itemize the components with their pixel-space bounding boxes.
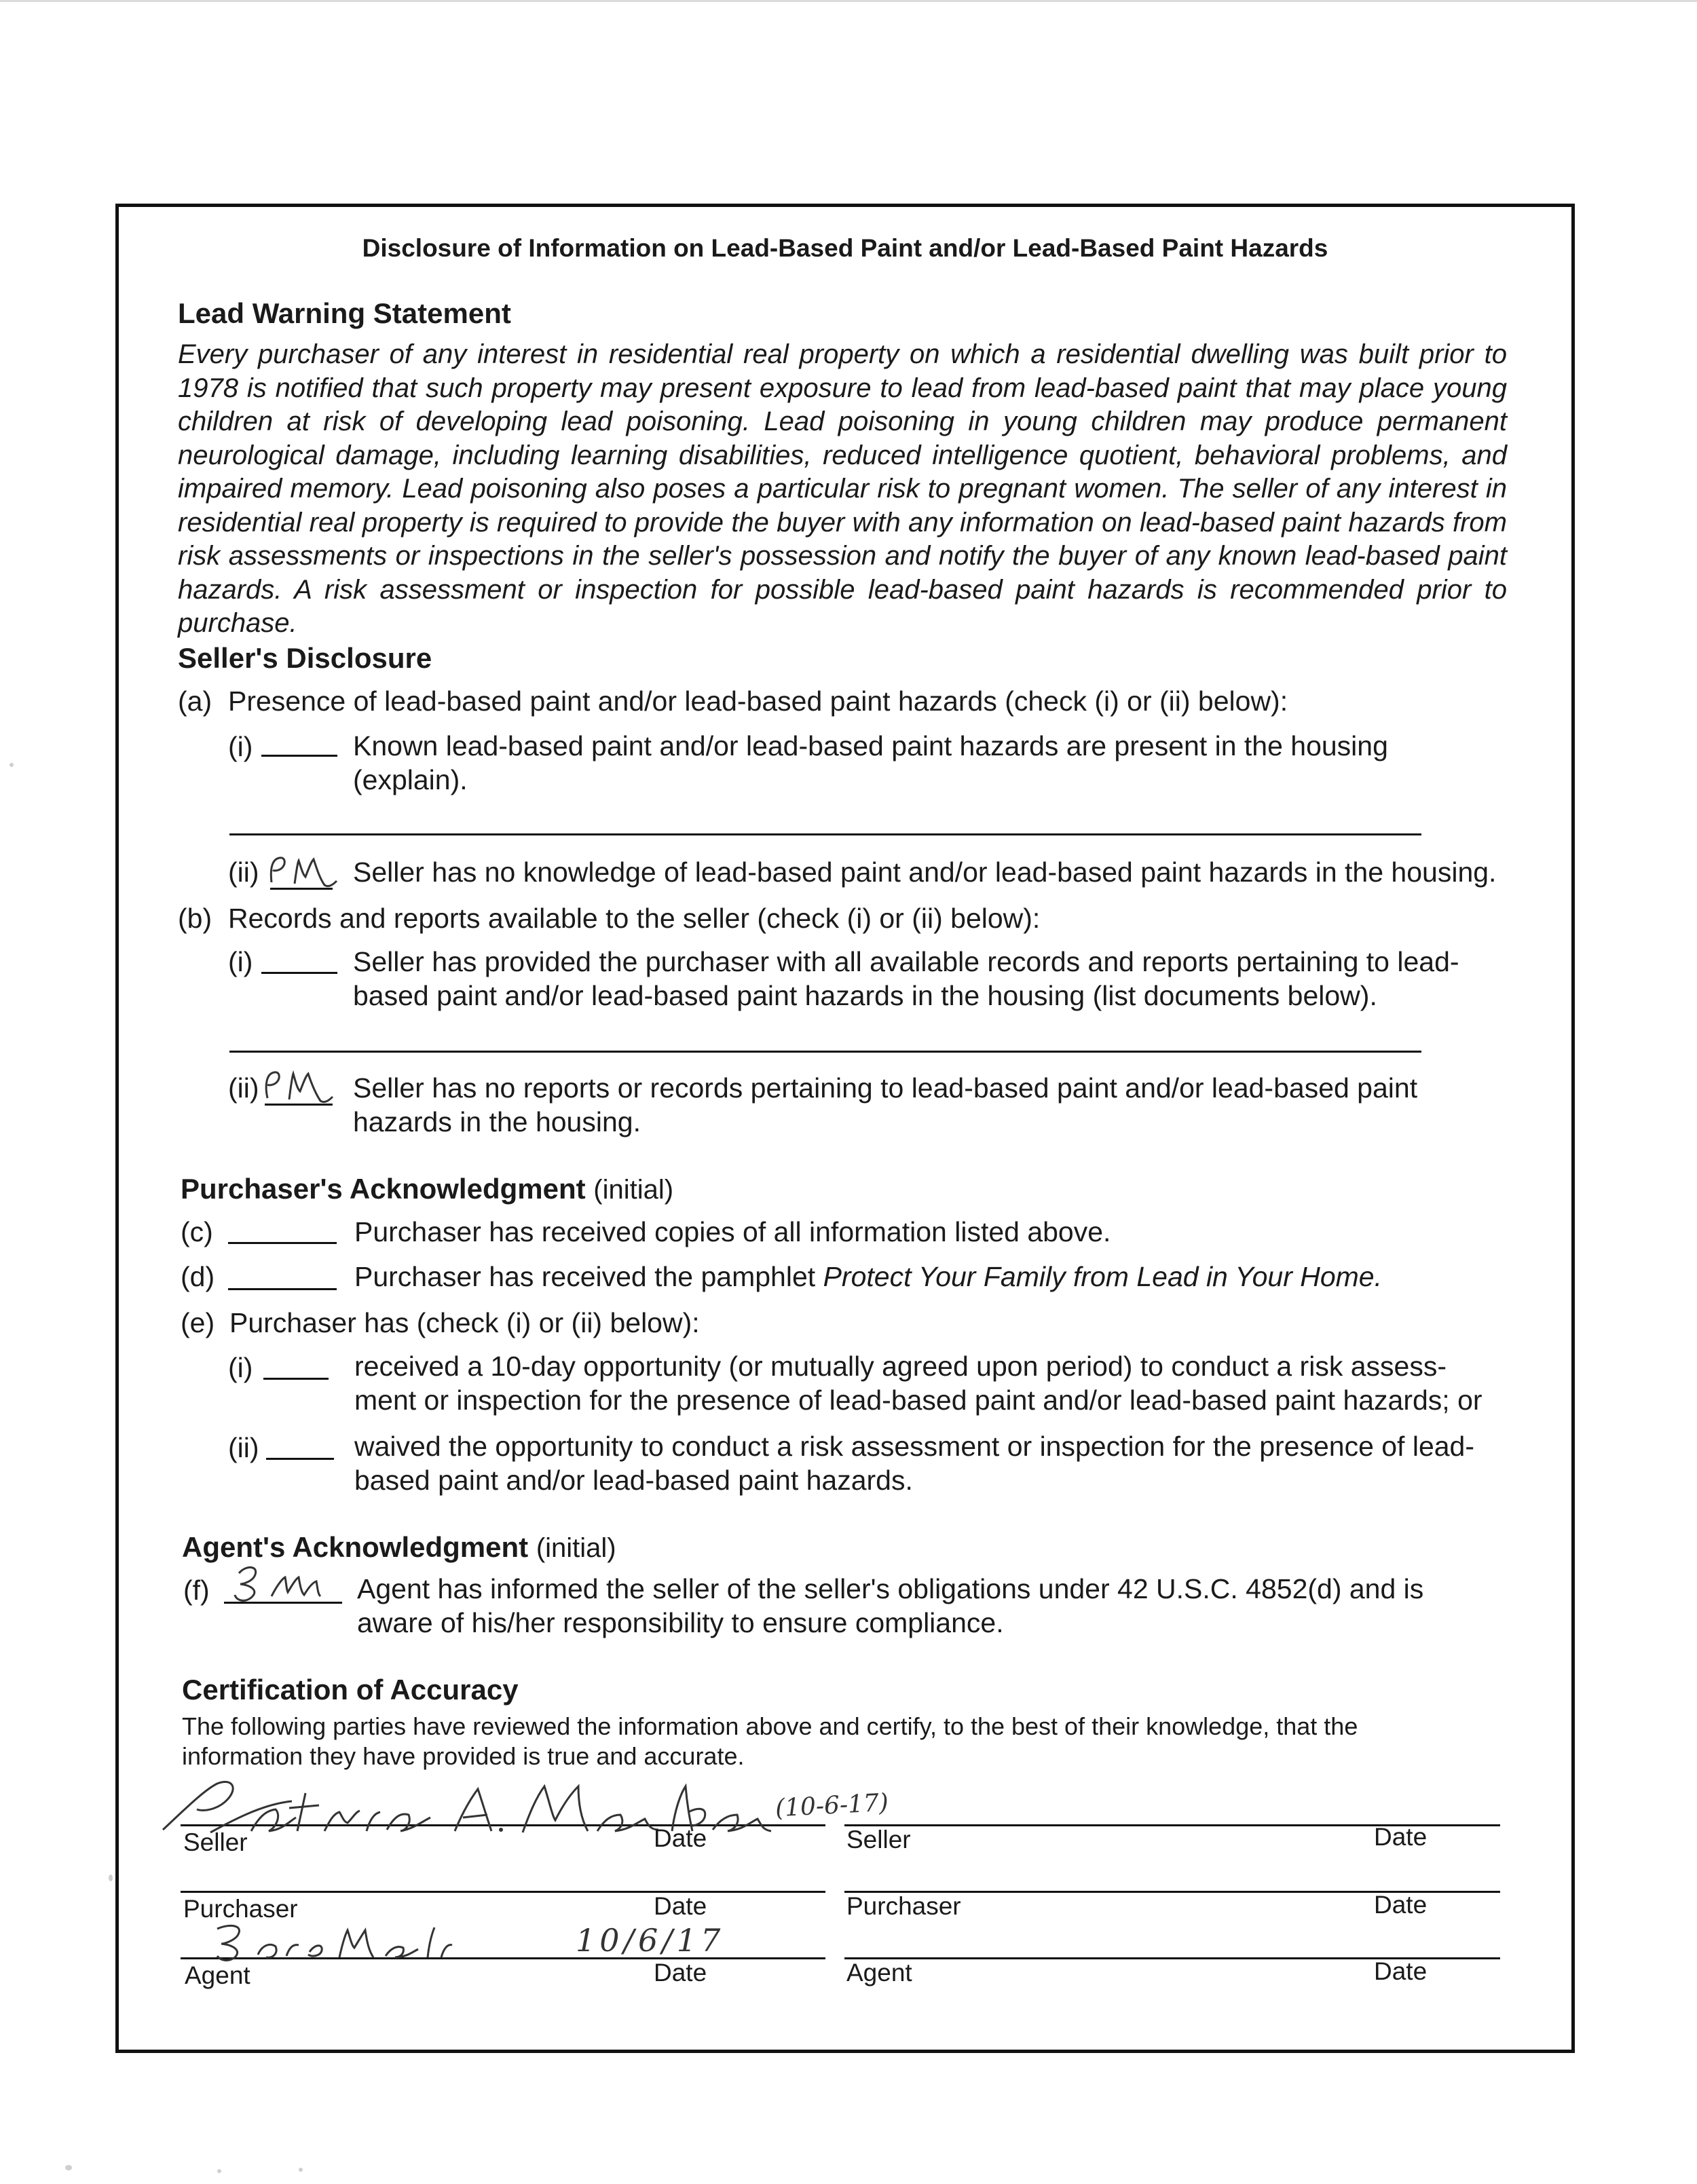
item-d-marker: (d) (181, 1261, 215, 1292)
item-a-text: Presence of lead-based paint and/or lead-based paint hazards (check (i) or (ii) below): (228, 685, 1288, 717)
item-c-blank[interactable] (228, 1242, 337, 1244)
explain-line[interactable] (229, 833, 1421, 835)
seller-2-label: Seller (846, 1826, 911, 1853)
agent-ack-note: (initial) (536, 1533, 616, 1563)
item-a-ii-text: Seller has no knowledge of lead-based paint and/or lead-based paint hazards in the housing. (353, 856, 1497, 888)
item-f-text: Agent has informed the seller of the seller's obligations under 42 U.S.C. 4852(d) and is aware of his/her responsibility to ensure compliance. (357, 1573, 1424, 1638)
agent-1-label: Agent (185, 1961, 250, 1989)
lead-warning-heading: Lead Warning Statement (178, 297, 511, 329)
item-b-i-text: Seller has provided the purchaser with all available records and reports pertaining to lead-based paint and/or lead-based paint hazards in the housing (list documents below). (353, 946, 1459, 1011)
scan-speck (109, 1875, 113, 1881)
seller-1-date-label: Date (654, 1824, 707, 1852)
seller-disclosure-heading: Seller's Disclosure (178, 642, 432, 674)
purchaser-ack-heading-row (181, 1173, 673, 1205)
item-a-i-marker: (i) (228, 731, 253, 762)
scan-speck (217, 2169, 221, 2173)
item-d-blank[interactable] (228, 1288, 337, 1290)
item-e-i-text: received a 10-day opportunity (or mutually agreed upon period) to conduct a risk assess-ment or inspection for the presence of lead-based paint and/or lead-based paint hazards; or (354, 1351, 1482, 1416)
purchaser-2-date-label: Date (1374, 1891, 1428, 1919)
scan-edge-line (0, 0, 1697, 2)
agent-ack-heading: Agent's Acknowledgment (182, 1531, 529, 1563)
seller-2-date-label: Date (1374, 1823, 1428, 1851)
item-b-i-blank[interactable] (261, 972, 337, 974)
agent-2-label: Agent (846, 1959, 912, 1987)
item-a-marker: (a) (178, 685, 212, 717)
purchaser-2-label: Purchaser (846, 1892, 961, 1920)
scan-speck (299, 2168, 303, 2172)
item-a-i-text: Known lead-based paint and/or lead-based paint hazards are present in the housing (explain). (353, 730, 1388, 795)
form-title: Disclosure of Information on Lead-Based Paint and/or Lead-Based Paint Hazards (362, 234, 1328, 262)
item-d-pamphlet: Protect Your Family from Lead in Your Home. (823, 1261, 1383, 1292)
certification-heading: Certification of Accuracy (182, 1674, 519, 1706)
agent-initials-drawing (224, 1558, 346, 1611)
purchaser-1-label: Purchaser (183, 1895, 298, 1923)
item-d-row (354, 1261, 1382, 1293)
item-b-i-marker: (i) (228, 946, 253, 977)
item-e-i-blank[interactable] (263, 1378, 329, 1380)
seller-signature-date: (10-6-17) (775, 1788, 889, 1823)
item-b-ii-marker: (ii) (228, 1072, 259, 1104)
scan-speck (10, 763, 14, 767)
item-f-marker: (f) (183, 1575, 210, 1606)
agent-signature-date: 10/6/17 (576, 1922, 725, 1959)
item-a-i-blank[interactable] (261, 755, 337, 757)
item-e-ii-text: waived the opportunity to conduct a risk assessment or inspection for the presence of lead-based paint and/or lead-based paint hazards. (354, 1431, 1475, 1496)
item-e-text: Purchaser has (check (i) or (ii) below): (229, 1307, 700, 1338)
item-e-ii-blank[interactable] (266, 1458, 334, 1460)
seller-initials-a-drawing (266, 850, 341, 892)
item-e-marker: (e) (181, 1307, 215, 1338)
item-a-ii-marker: (ii) (228, 856, 259, 888)
lead-warning-text: Every purchaser of any interest in residential real property on which a residential dwelling was built prior to 1978 is notified that such property may present exposure to lead from lead-based paint that may place young children at risk of developing lead poisoning. Lead poisoning in young children may produce permanent neurological damage, including learning disabilities, reduced intelligence quotient, behavioral problems, and impaired memory. Lead poisoning also poses a particular risk to pregnant women. The seller of any interest in residential real property is required to provide the buyer with any information on lead-based paint hazards from risk assessments or inspections in the seller's possession and notify the buyer of any known lead-based paint hazards. A risk assessment or inspection for possible lead-based paint hazards is recommended prior to purchase. (178, 339, 1507, 638)
item-c-marker: (c) (181, 1216, 213, 1247)
agent-1-date-label: Date (654, 1959, 707, 1987)
agent-signature-drawing (210, 1918, 523, 1968)
item-b-ii-text: Seller has no reports or records pertaining to lead-based paint and/or lead-based paint hazards in the housing. (353, 1072, 1418, 1137)
seller-initials-b-drawing (258, 1063, 337, 1108)
purchaser-1-signature-line[interactable] (181, 1891, 825, 1893)
item-b-marker: (b) (178, 903, 212, 934)
purchaser-ack-note: (initial) (593, 1175, 674, 1205)
item-b-text: Records and reports available to the seller (check (i) or (ii) below): (228, 903, 1041, 934)
purchaser-1-date-label: Date (654, 1892, 707, 1920)
documents-line[interactable] (229, 1051, 1421, 1053)
purchaser-ack-heading: Purchaser's Acknowledgment (181, 1173, 586, 1205)
item-e-ii-marker: (ii) (228, 1432, 259, 1463)
certification-text: The following parties have reviewed the information above and certify, to the best of their knowledge, that the information they have provided is true and accurate. (182, 1712, 1358, 1770)
item-e-i-marker: (i) (228, 1352, 253, 1383)
seller-1-label: Seller (183, 1828, 248, 1856)
item-c-text: Purchaser has received copies of all information listed above. (354, 1216, 1111, 1247)
item-d-text: Purchaser has received the pamphlet (354, 1261, 816, 1292)
agent-2-date-label: Date (1374, 1957, 1428, 1985)
scan-speck (65, 2165, 72, 2170)
